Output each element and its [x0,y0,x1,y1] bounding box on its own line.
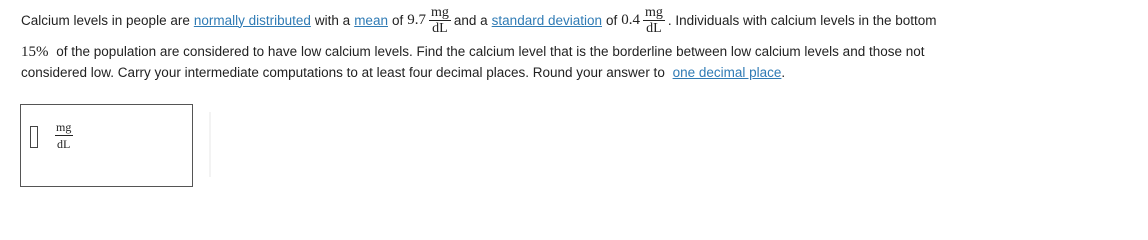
period: . [781,65,786,80]
percent-value: 15% [21,44,49,60]
term-link-one-decimal-place[interactable]: one decimal place [672,65,782,80]
term-link-normally-distributed[interactable]: normally distributed [193,12,311,28]
problem-text: of the population are considered to have low calcium levels. Find the calcium level that is the borderline between low calcium levels and those not [56,44,925,59]
unit-numerator: mg [56,120,72,134]
problem-text: of [391,12,404,28]
problem-line-2 [21,44,925,61]
mean-value: 9.7 [407,11,426,28]
divider [209,112,211,177]
term-link-standard-deviation[interactable]: standard deviation [491,12,602,28]
unit-fraction-sd [643,6,665,35]
unit-denominator: dL [57,137,71,151]
problem-text: and a [453,12,488,28]
answer-unit-fraction [54,120,73,151]
answer-input[interactable] [30,126,38,148]
unit-denominator: dL [432,20,448,36]
problem-line-1 [21,5,937,35]
unit-fraction-mean [429,6,451,35]
unit-numerator: mg [645,4,663,20]
problem-text: of [606,12,618,28]
sd-value: 0.4 [621,11,641,28]
problem-text: . Individuals with calcium levels in the bottom [667,12,937,28]
unit-denominator: dL [646,20,662,36]
problem-text: considered low. Carry your intermediate computations to at least four decimal places. Round your answer to [21,65,665,80]
problem-line-3 [21,65,785,80]
answer-box [20,104,193,187]
problem-text: with a [314,12,351,28]
problem-text: Calcium levels in people are [21,12,190,28]
term-link-mean[interactable]: mean [354,12,388,28]
unit-numerator: mg [430,4,449,20]
